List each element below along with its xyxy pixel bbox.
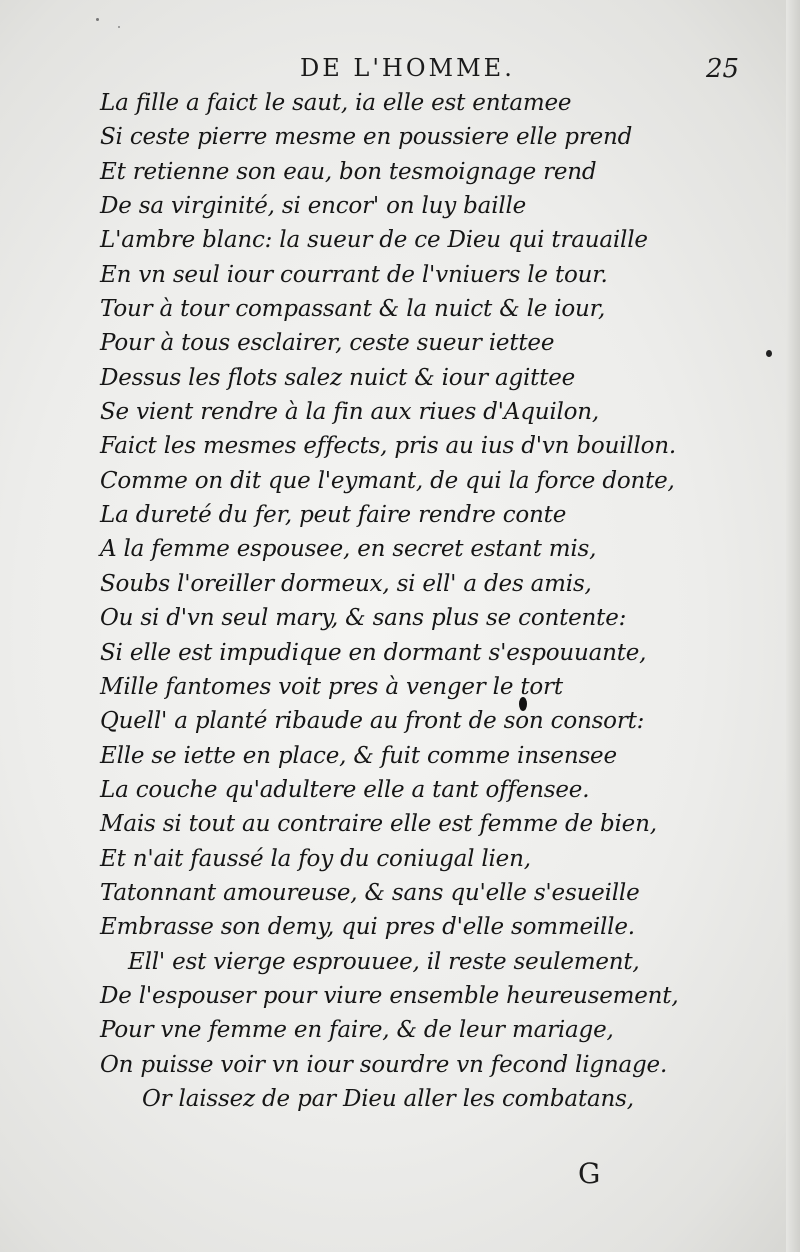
verse-line: Comme on dit que l'eymant, de qui la force donte,	[100, 467, 675, 494]
verse-line: Faict les mesmes effects, pris au ius d'vn bouillon.	[100, 433, 677, 460]
running-title: DE L'HOMME.	[300, 54, 515, 82]
verse-line: La couche qu'adultere elle a tant offensee.	[100, 776, 590, 803]
verse-line: En vn seul iour courrant de l'vniuers le tour.	[100, 261, 608, 288]
verse-line: A la femme espousee, en secret estant mis,	[100, 536, 597, 563]
verse-line: De sa virginité, si encor' on luy baille	[100, 193, 527, 220]
verse-line: Quell' a planté ribaude au front de son consort:	[100, 708, 645, 735]
verse-line: Se vient rendre à la fin aux riues d'Aquilon,	[100, 399, 600, 426]
verse-line: On puisse voir vn iour sourdre vn fecond lignage.	[100, 1051, 668, 1078]
verse-line: Pour à tous esclairer, ceste sueur iettee	[100, 330, 555, 357]
paper-speck	[96, 18, 99, 21]
verse-line: Pour vne femme en faire, & de leur mariage,	[100, 1017, 614, 1044]
verse-line: Mais si tout au contraire elle est femme de bien,	[100, 811, 657, 838]
verse-line: Ell' est vierge esprouuee, il reste seulement,	[128, 948, 640, 975]
verse-line: Ou si d'vn seul mary, & sans plus se contente:	[100, 605, 627, 632]
page-number: 25	[706, 54, 740, 84]
verse-line: Si elle est impudique en dormant s'espouuante,	[100, 639, 647, 666]
verse-line: Elle se iette en place, & fuit comme insensee	[100, 742, 617, 769]
verse-line: L'ambre blanc: la sueur de ce Dieu qui trauaille	[100, 227, 648, 254]
paper-speck	[118, 26, 120, 28]
verse-line: Et n'ait faussé la foy du coniugal lien,	[100, 845, 531, 872]
verse-line: Soubs l'oreiller dormeux, si ell' a des amis,	[100, 570, 592, 597]
verse-line: La fille a faict le saut, ia elle est entamee	[100, 90, 572, 116]
verse-line: La dureté du fer, peut faire rendre conte	[100, 502, 567, 529]
verse-line: De l'espouser pour viure ensemble heureusement,	[100, 982, 679, 1009]
signature-mark: G	[578, 1157, 601, 1190]
verse-line: Tour à tour compassant & la nuict & le iour,	[100, 296, 606, 323]
poem-text	[0, 86, 800, 1116]
verse-line: Tatonnant amoureuse, & sans qu'elle s'esueille	[100, 879, 640, 906]
verse-line: Si ceste pierre mesme en poussiere elle prend	[100, 124, 633, 151]
verse-line: Et retienne son eau, bon tesmoignage rend	[100, 158, 597, 185]
verse-line: Dessus les flots salez nuict & iour agittee	[100, 364, 576, 391]
verse-line: Mille fantomes voit pres à venger le tort	[100, 673, 563, 700]
verse-line: Or laissez de par Dieu aller les combatans,	[142, 1085, 634, 1112]
verse-line: Embrasse son demy, qui pres d'elle sommeille.	[100, 914, 635, 941]
